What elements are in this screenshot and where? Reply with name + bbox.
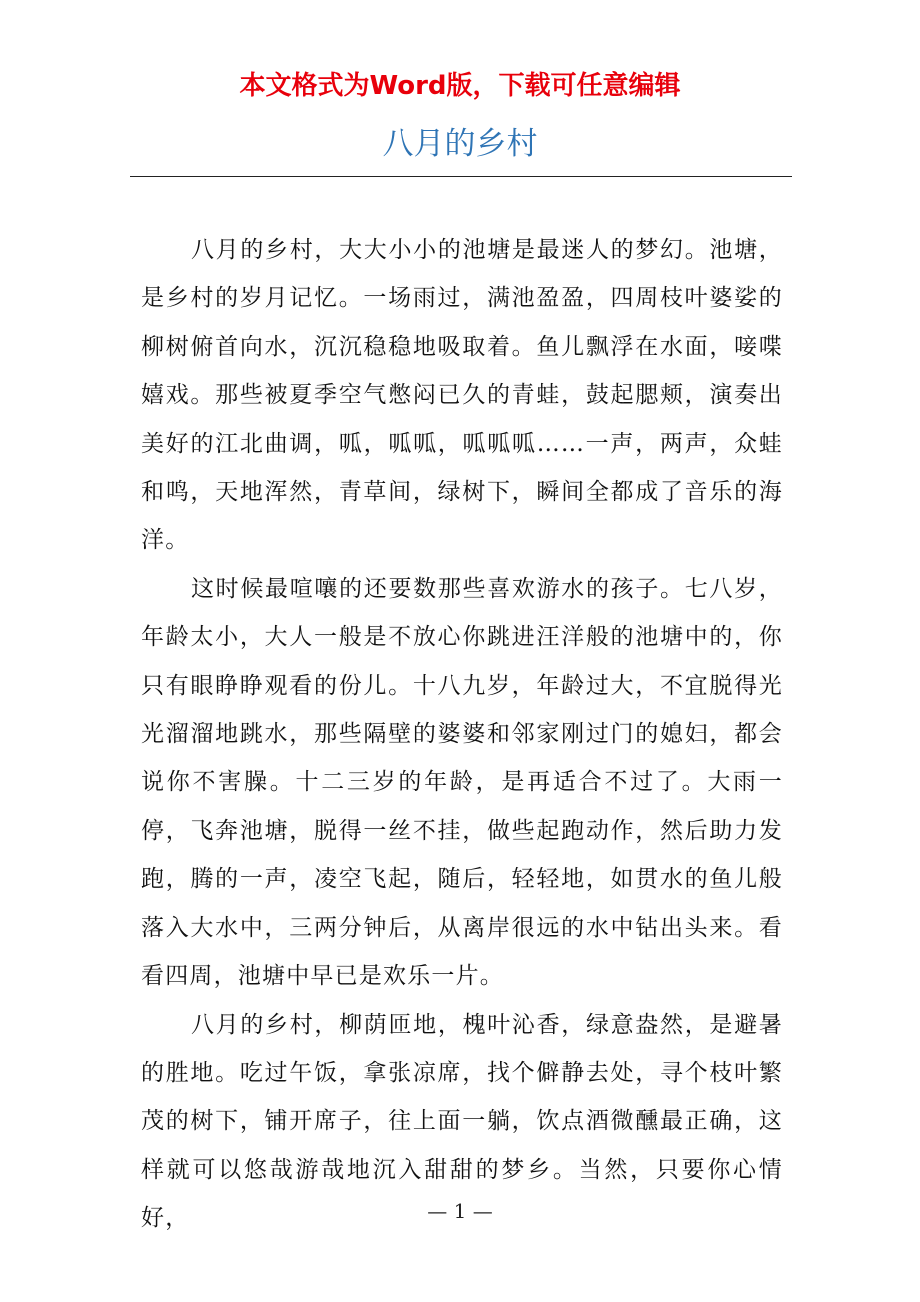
format-notice-banner: 本文格式为Word版，下载可任意编辑 (239, 71, 681, 101)
title-divider (130, 176, 792, 177)
paragraph-3: 八月的乡村，柳荫匝地，槐叶沁香，绿意盎然，是避暑的胜地。吃过午饭，拿张凉席，找个僻静去处，寻个枝叶繁茂的树下，铺开席子，往上面一躺，饮点酒微醺最正确，这样就可以悠哉游哉地沉入甜甜的梦乡。当然，只要你心情好， (141, 1011, 783, 1232)
document-body (141, 226, 783, 1243)
document-title: 八月的乡村 (382, 126, 538, 162)
paragraph-2: 这时候最喧嚷的还要数那些喜欢游水的孩子。七八岁，年龄太小，大人一般是不放心你跳进汪洋般的池塘中的，你只有眼睁睁观看的份儿。十八九岁，年龄过大，不宜脱得光光溜溜地跳水，那些隔壁的婆婆和邻家刚过门的媳妇，都会说你不害臊。十二三岁的年龄，是再适合不过了。大雨一停，飞奔池塘，脱得一丝不挂，做些起跑动作，然后助力发跑，腾的一声，凌空飞起，随后，轻轻地，如贯水的鱼儿般落入大水中，三两分钟后，从离岸很远的水中钻出头来。看看四周，池塘中早已是欢乐一片。 (141, 575, 783, 990)
paragraph-1: 八月的乡村，大大小小的池塘是最迷人的梦幻。池塘，是乡村的岁月记忆。一场雨过，满池盈盈，四周枝叶婆娑的柳树俯首向水，沉沉稳稳地吸取着。鱼儿飘浮在水面，唼喋嬉戏。那些被夏季空气憋闷已久的青蛙，鼓起腮颊，演奏出美好的江北曲调，呱，呱呱，呱呱呱……一声，两声，众蛙和鸣，天地浑然，青草间，绿树下，瞬间全都成了音乐的海洋。 (141, 237, 783, 554)
page-number: — 1 — (427, 1199, 493, 1223)
